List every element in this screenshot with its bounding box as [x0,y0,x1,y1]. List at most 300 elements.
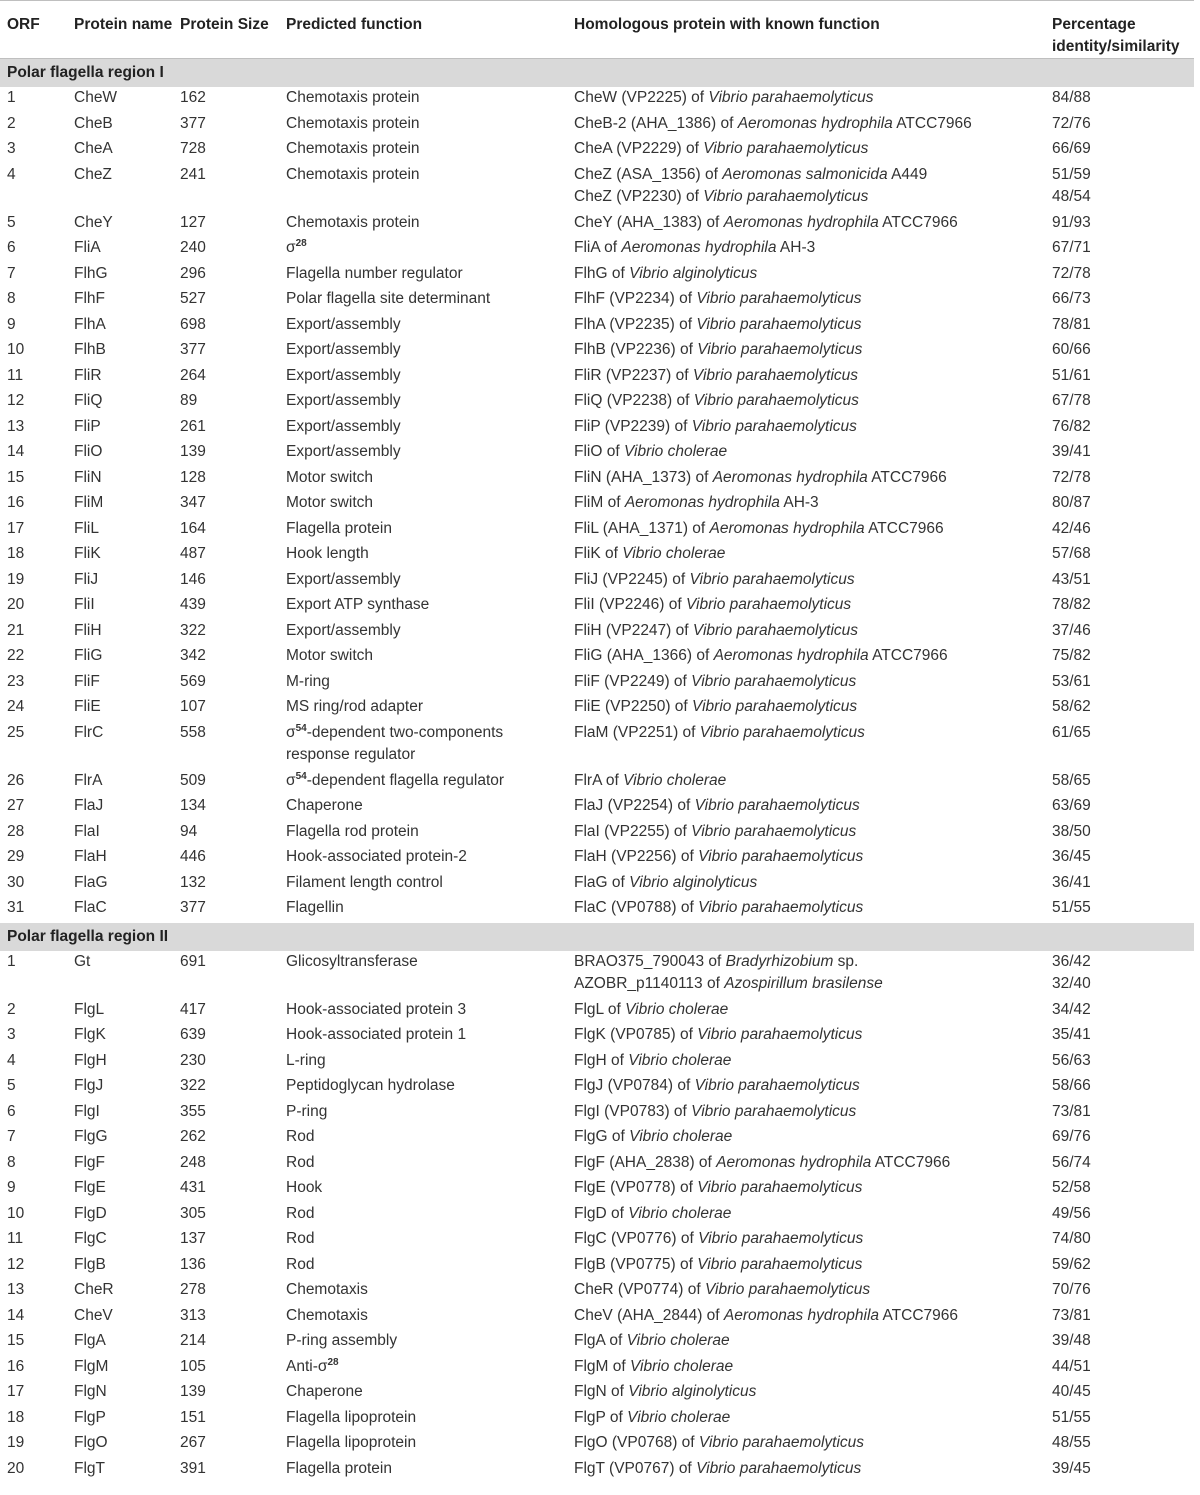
homolog-prefix: FlgK (VP0785) of [574,1026,698,1043]
cell-protein-size: 377 [180,341,206,358]
homolog-organism: Vibrio parahaemolyticus [698,1434,865,1451]
homolog-organism: Aeromonas hydrophila [716,1153,872,1171]
percentage-value: 66/73 [1052,290,1091,307]
cell-protein-name: FliH [74,621,102,639]
homolog-line [574,770,1045,793]
homolog-line [574,288,1045,311]
cell-predicted-function [279,846,567,872]
homolog-organism: Vibrio parahaemolyticus [703,188,869,205]
function-text: Flagella lipoprotein [286,1408,417,1426]
cell-protein-size: 94 [180,822,198,840]
cell-predicted-function [279,212,567,238]
cell-homologous-protein [567,821,1045,847]
percentage-value: 32/40 [1052,975,1091,992]
homolog-organism: Vibrio parahaemolyticus [689,570,855,588]
cell-protein-size: 698 [180,315,206,333]
cell-protein-size: 136 [180,1255,206,1273]
cell-protein-size: 261 [180,417,206,435]
cell-homologous-protein [567,467,1045,493]
table-row [0,518,1194,544]
cell-homologous-protein [567,1458,1045,1484]
percentage-value: 69/76 [1052,1128,1091,1145]
table-row [0,1432,1194,1458]
homolog-organism: Vibrio parahaemolyticus [698,899,864,916]
homolog-prefix: FlaG of [574,873,630,891]
cell-predicted-function [279,416,567,442]
cell-predicted-function [279,1305,567,1331]
cell-orf: 28 [7,822,25,840]
cell-protein-name: FlgT [74,1459,105,1477]
cell-homologous-protein [567,390,1045,416]
cell-protein-name: CheY [74,213,113,231]
cell-protein-name: CheB [74,114,113,132]
homolog-strain: ATCC7966 [892,114,972,132]
cell-predicted-function [279,620,567,646]
cell-protein-size: 296 [180,264,206,282]
percentage-value: 42/46 [1052,519,1091,537]
cell-protein-size: 377 [180,114,206,132]
cell-percentage [1045,1152,1194,1178]
homolog-prefix: FlgH of [574,1051,629,1069]
table-row [0,1126,1194,1152]
cell-orf: 25 [7,723,25,741]
table-row [0,1458,1194,1484]
homolog-line [574,212,1045,235]
cell-homologous-protein [567,1152,1045,1178]
homolog-line [574,467,1045,490]
homolog-line [574,569,1045,592]
cell-protein-name: CheV [74,1306,113,1324]
homolog-prefix: FliO of [574,443,624,460]
function-text: Chaperone [286,1383,363,1400]
homolog-line [574,441,1045,464]
homolog-line [574,186,1045,209]
table-row [0,821,1194,847]
homolog-prefix: FlhB (VP2236) of [574,341,698,358]
cell-protein-name: FliJ [74,570,99,588]
cell-protein-size: 230 [180,1051,206,1069]
homolog-organism: Vibrio parahaemolyticus [694,797,860,814]
cell-percentage [1045,569,1194,595]
cell-percentage [1045,770,1194,796]
homolog-line [574,973,1045,996]
cell-homologous-protein [567,620,1045,646]
cell-predicted-function [279,1126,567,1152]
cell-homologous-protein [567,164,1045,212]
cell-homologous-protein [567,1305,1045,1331]
cell-homologous-protein [567,1279,1045,1305]
homolog-line [574,1305,1045,1328]
function-text: Export/assembly [286,341,401,358]
homolog-line [574,416,1045,439]
function-text: Motor switch [286,468,373,486]
table-row [0,1203,1194,1229]
cell-percentage [1045,1330,1194,1356]
cell-percentage [1045,1177,1194,1203]
cell-percentage [1045,795,1194,821]
cell-protein-name: FliO [74,443,103,460]
cell-protein-name: FliA [74,239,101,256]
cell-protein-size: 305 [180,1204,206,1222]
table-row [0,87,1194,113]
cell-protein-size: 267 [180,1434,206,1451]
homolog-prefix: FlgO (VP0768) of [574,1434,699,1451]
homolog-strain: ATCC7966 [867,468,947,486]
table-row [0,441,1194,467]
cell-orf: 10 [7,1204,25,1222]
cell-orf: 15 [7,1332,25,1349]
cell-orf: 5 [7,213,16,231]
cell-percentage [1045,441,1194,467]
percentage-value: 72/78 [1052,468,1091,486]
cell-percentage [1045,492,1194,518]
cell-homologous-protein [567,1330,1045,1356]
homolog-organism: Aeromonas hydrophila [737,114,893,132]
function-text: Export/assembly [286,621,401,639]
function-text: P-ring [286,1102,328,1120]
col-header-protein-size: Protein Size [173,1,279,59]
function-text: Chemotaxis [286,1306,368,1324]
cell-protein-name: FlgO [74,1434,108,1451]
cell-orf: 10 [7,341,25,358]
cell-protein-size: 355 [180,1102,206,1120]
cell-homologous-protein [567,594,1045,620]
cell-predicted-function [279,314,567,340]
table-row [0,1356,1194,1382]
function-superscript: 28 [327,1356,339,1368]
cell-orf: 12 [7,392,25,409]
table-row [0,872,1194,898]
cell-protein-size: 264 [180,366,206,384]
cell-protein-name: FlaC [74,899,107,916]
cell-homologous-protein [567,897,1045,923]
percentage-value: 48/55 [1052,1434,1091,1451]
cell-protein-size: 137 [180,1230,206,1247]
cell-protein-name: Gt [74,952,91,970]
cell-homologous-protein [567,518,1045,544]
cell-predicted-function [279,671,567,697]
cell-orf: 2 [7,1000,16,1018]
table-row [0,543,1194,569]
cell-protein-size: 391 [180,1459,206,1477]
homolog-prefix: FlgC (VP0776) of [574,1230,699,1247]
cell-protein-size: 262 [180,1128,206,1145]
homolog-organism: Vibrio cholerae [629,1128,733,1145]
function-text: Rod [286,1230,315,1247]
cell-protein-name: FlgP [74,1408,106,1426]
percentage-value: 48/54 [1052,188,1091,205]
cell-protein-name: FliM [74,494,104,511]
homolog-organism: Vibrio parahaemolyticus [697,341,863,358]
cell-percentage [1045,1407,1194,1433]
table-row [0,1330,1194,1356]
table-row [0,645,1194,671]
function-text: Export/assembly [286,392,401,409]
homolog-organism: Vibrio parahaemolyticus [692,698,858,715]
cell-homologous-protein [567,569,1045,595]
col-header-orf: ORF [0,1,67,59]
cell-protein-name: FlgK [74,1026,106,1043]
cell-orf: 29 [7,848,25,865]
table-row [0,467,1194,493]
cell-orf: 19 [7,1434,25,1451]
homolog-line [574,1101,1045,1124]
homolog-organism: Vibrio parahaemolyticus [691,672,857,690]
cell-orf: 18 [7,1408,25,1426]
cell-homologous-protein [567,1381,1045,1407]
cell-homologous-protein [567,1254,1045,1280]
cell-protein-size: 347 [180,494,206,511]
function-text: Anti-σ [286,1357,328,1375]
cell-protein-size: 139 [180,443,206,460]
cell-percentage [1045,1279,1194,1305]
cell-protein-name: FliP [74,417,101,435]
cell-protein-size: 241 [180,165,206,183]
homolog-prefix: FlgI (VP0783) of [574,1102,692,1120]
table-row [0,770,1194,796]
cell-orf: 31 [7,899,25,916]
homolog-line [574,1203,1045,1226]
cell-orf: 9 [7,1179,16,1196]
cell-protein-name: FlgM [74,1357,109,1375]
percentage-value: 39/41 [1052,443,1091,460]
cell-predicted-function [279,951,567,999]
cell-orf: 24 [7,698,25,715]
function-text: Chaperone [286,797,363,814]
table-row [0,237,1194,263]
table-row [0,1279,1194,1305]
function-text: σ [286,771,296,789]
cell-protein-name: FliE [74,698,101,715]
cell-percentage [1045,846,1194,872]
function-text: M-ring [286,672,330,690]
percentage-value: 51/61 [1052,366,1091,384]
homolog-line [574,872,1045,895]
cell-homologous-protein [567,365,1045,391]
homolog-organism: Aeromonas hydrophila [723,213,879,231]
percentage-value: 53/61 [1052,672,1091,690]
cell-homologous-protein [567,1126,1045,1152]
cell-protein-size: 509 [180,771,206,789]
section-row [0,59,1194,88]
homolog-prefix: FlgB (VP0775) of [574,1255,698,1273]
cell-percentage [1045,1126,1194,1152]
function-text: Rod [286,1153,315,1171]
cell-predicted-function [279,696,567,722]
function-text: Chemotaxis protein [286,140,420,157]
cell-homologous-protein [567,1177,1045,1203]
percentage-value: 39/48 [1052,1332,1091,1349]
cell-orf: 30 [7,873,25,891]
cell-orf: 11 [7,366,24,384]
percentage-value: 58/62 [1052,698,1091,715]
homolog-prefix: FliN (AHA_1373) of [574,468,713,486]
cell-orf: 22 [7,647,25,664]
homolog-line [574,1432,1045,1455]
cell-protein-name: FliI [74,596,95,613]
cell-predicted-function [279,164,567,212]
homolog-prefix: FliE (VP2250) of [574,698,693,715]
cell-percentage [1045,1075,1194,1101]
cell-orf: 14 [7,443,25,460]
cell-orf: 26 [7,771,25,789]
cell-orf: 21 [7,621,25,639]
cell-protein-size: 439 [180,596,206,613]
cell-predicted-function [279,339,567,365]
homolog-line [574,951,1045,974]
cell-percentage [1045,164,1194,212]
cell-homologous-protein [567,441,1045,467]
table-row [0,795,1194,821]
table-row [0,897,1194,923]
col-header-predicted-function: Predicted function [279,1,567,59]
homolog-line [574,795,1045,818]
table-row [0,696,1194,722]
cell-predicted-function [279,518,567,544]
homolog-prefix: FliG (AHA_1366) of [574,647,714,664]
function-text: Flagella protein [286,519,392,537]
homolog-strain: ATCC7966 [868,647,948,664]
cell-orf: 9 [7,315,16,333]
cell-homologous-protein [567,951,1045,999]
percentage-value: 76/82 [1052,417,1091,435]
function-text: Filament length control [286,873,443,891]
cell-percentage [1045,951,1194,999]
homolog-line [574,390,1045,413]
cell-orf: 3 [7,1026,16,1043]
homolog-line [574,897,1045,920]
cell-protein-size: 558 [180,723,206,741]
cell-predicted-function [279,594,567,620]
cell-predicted-function [279,821,567,847]
percentage-value: 60/66 [1052,341,1091,358]
cell-percentage [1045,645,1194,671]
percentage-value: 75/82 [1052,647,1091,664]
homolog-line [574,365,1045,388]
cell-orf: 23 [7,672,25,690]
cell-orf: 6 [7,239,16,256]
cell-homologous-protein [567,339,1045,365]
percentage-value: 63/69 [1052,797,1091,814]
homolog-prefix: FlaC (VP0788) of [574,899,699,916]
homolog-prefix: FlgT (VP0767) of [574,1459,697,1477]
homolog-organism: Vibrio parahaemolyticus [691,417,857,435]
cell-homologous-protein [567,212,1045,238]
function-text: P-ring assembly [286,1332,398,1349]
homolog-prefix: CheZ (ASA_1356) of [574,165,723,183]
cell-percentage [1045,1356,1194,1382]
table-row [0,416,1194,442]
section-row [0,923,1194,951]
function-text: Export/assembly [286,570,401,588]
homolog-line [574,1126,1045,1149]
homolog-line [574,620,1045,643]
cell-protein-size: 146 [180,570,206,588]
cell-orf: 3 [7,140,16,157]
cell-protein-size: 342 [180,647,206,664]
table-row [0,594,1194,620]
cell-protein-size: 107 [180,698,206,715]
cell-predicted-function [279,365,567,391]
homolog-line [574,1458,1045,1481]
cell-percentage [1045,594,1194,620]
function-text: Rod [286,1128,315,1145]
homolog-prefix: BRAO375_790043 of [574,952,726,970]
homolog-organism: Vibrio parahaemolyticus [696,1459,862,1477]
homolog-line [574,1228,1045,1251]
cell-protein-size: 691 [180,952,206,970]
cell-protein-name: FlhA [74,315,106,333]
function-text-rest: -dependent two-components [306,723,504,741]
function-text-rest: -dependent flagella regulator [306,771,505,789]
percentage-value: 70/76 [1052,1281,1091,1298]
cell-protein-name: FlgN [74,1383,107,1400]
percentage-value: 73/81 [1052,1102,1091,1120]
homolog-organism: Vibrio parahaemolyticus [697,1255,863,1273]
cell-predicted-function [279,288,567,314]
cell-protein-name: FlgH [74,1051,107,1069]
cell-protein-name: FlhG [74,264,108,282]
homolog-line [574,164,1045,187]
cell-orf: 7 [7,1128,16,1145]
cell-orf: 16 [7,494,25,511]
homolog-organism: Vibrio alginolyticus [629,264,758,282]
cell-protein-name: FlgC [74,1230,107,1247]
cell-percentage [1045,113,1194,139]
homolog-organism: Vibrio parahaemolyticus [697,1179,863,1196]
cell-percentage [1045,1432,1194,1458]
function-superscript: 54 [295,722,307,734]
cell-homologous-protein [567,770,1045,796]
cell-protein-name: FlaH [74,848,107,865]
percentage-value: 59/62 [1052,1255,1091,1273]
function-superscript: 28 [295,238,307,249]
cell-protein-size: 105 [180,1357,206,1375]
homolog-prefix: FlaI (VP2255) of [574,822,692,840]
homolog-prefix: FlhG of [574,264,630,282]
function-text-line2: response regulator [286,746,416,763]
cell-predicted-function [279,263,567,289]
cell-homologous-protein [567,138,1045,164]
homolog-line [574,671,1045,694]
cell-orf: 15 [7,468,25,486]
function-text: Flagella number regulator [286,264,463,282]
function-text: Hook-associated protein 3 [286,1000,467,1018]
cell-homologous-protein [567,1356,1045,1382]
table-row [0,314,1194,340]
cell-homologous-protein [567,314,1045,340]
percentage-value: 40/45 [1052,1383,1091,1400]
table-row [0,1050,1194,1076]
cell-percentage [1045,872,1194,898]
cell-orf: 1 [7,89,16,106]
col-header-protein-name: Protein name [67,1,173,59]
homolog-organism: Vibrio cholerae [628,1204,732,1222]
cell-predicted-function [279,795,567,821]
cell-protein-size: 139 [180,1383,206,1400]
homolog-line [574,594,1045,617]
homolog-line [574,1024,1045,1047]
homolog-line [574,1407,1045,1430]
function-text: Motor switch [286,647,373,664]
percentage-value: 72/78 [1052,264,1091,282]
homolog-prefix: CheZ (VP2230) of [574,188,704,205]
homolog-organism: Vibrio parahaemolyticus [704,1281,871,1298]
table-row [0,722,1194,770]
homolog-prefix: FliK of [574,545,623,562]
cell-orf: 14 [7,1306,25,1324]
cell-homologous-protein [567,492,1045,518]
